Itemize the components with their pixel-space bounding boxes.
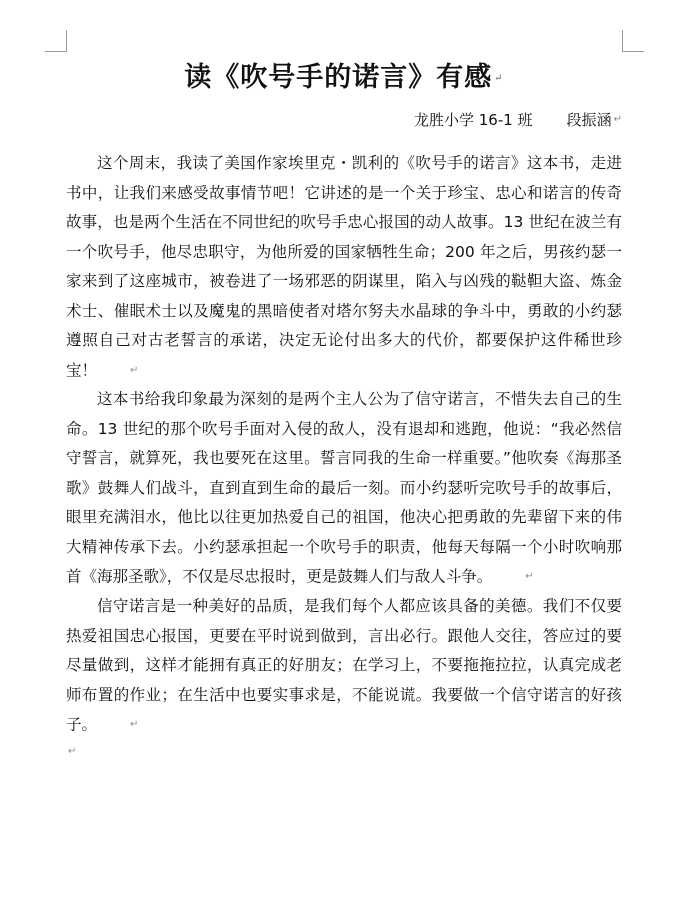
empty-paragraph [66, 740, 622, 764]
paragraph-mark-icon: ↵ [68, 746, 77, 758]
crop-mark-top-left [45, 30, 67, 52]
paragraph-mark-icon: ↵ [494, 72, 504, 84]
document-page [66, 52, 622, 764]
paragraph-mark-icon: ↵ [525, 571, 534, 583]
paragraph: 这本书给我印象最为深刻的是两个主人公为了信守诺言，不惜失去自己的生命。13 世纪的那个吹号手面对入侵的敌人，没有退却和逃跑，他说：“我必然信守誓言，就算死，我也要死在这里。誓言同我的生命一样重要。”他吹奏《海那圣歌》鼓舞人们战斗，直到直到生命的最后一刻。而小约瑟听完吹号手的故事后，眼里充满泪水，他比以往更加热爱自己的祖国，他决心把勇敢的先辈留下来的伟大精神传承下去。小约瑟承担起一个吹号手的职责，他每天每隔一个小时吹响那首《海那圣歌》，不仅是尽忠报时，更是鼓舞人们与敌人斗争。 ↵ [66, 385, 622, 592]
author-byline [66, 109, 622, 132]
paragraph-mark-icon: ↵ [130, 719, 139, 730]
paragraph: 这个周末，我读了美国作家埃里克・凯利的《吹号手的诺言》这本书，走进书中，让我们来感受故事情节吧！它讲述的是一个关于珍宝、忠心和诺言的传奇故事，也是两个生活在不同世纪的吹号手忠心报国的动人故事。13 世纪在波兰有一个吹号手，他尽忠职守，为他所爱的国家牺牲生命；200 年之后，男孩约瑟一家来到了这座城市，被卷进了一场邪恶的阴谋里，陷入与凶残的鞑靼大盗、炼金术士、催眠术士以及魔鬼的黑暗使者对塔尔努夫水晶球的争斗中，勇敢的小约瑟遵照自己对古老誓言的承诺，决定无论付出多大的代价，都要保护这件稀世珍宝！ ↵ [66, 149, 622, 385]
crop-mark-top-right [622, 30, 644, 52]
paragraph-mark-icon: ↵ [613, 114, 622, 125]
author-name: 段振涵 [566, 110, 612, 129]
document-title [66, 58, 622, 99]
document-body [66, 149, 622, 764]
title-text: 读《吹号手的诺言》有感 [184, 62, 493, 93]
paragraph-mark-icon: ↵ [130, 364, 139, 376]
paragraph: 信守诺言是一种美好的品质，是我们每个人都应该具备的美德。我们不仅要热爱祖国忠心报国，更要在平时说到做到，言出必行。跟他人交往，答应过的要尽量做到，这样才能拥有真正的好朋友；在学习上，不要拖拖拉拉，认真完成老师布置的作业；在生活中也要实事求是，不能说谎。我要做一个信守诺言的好孩子。 ↵ [66, 592, 622, 740]
school-class: 龙胜小学 16-1 班 [414, 110, 533, 129]
